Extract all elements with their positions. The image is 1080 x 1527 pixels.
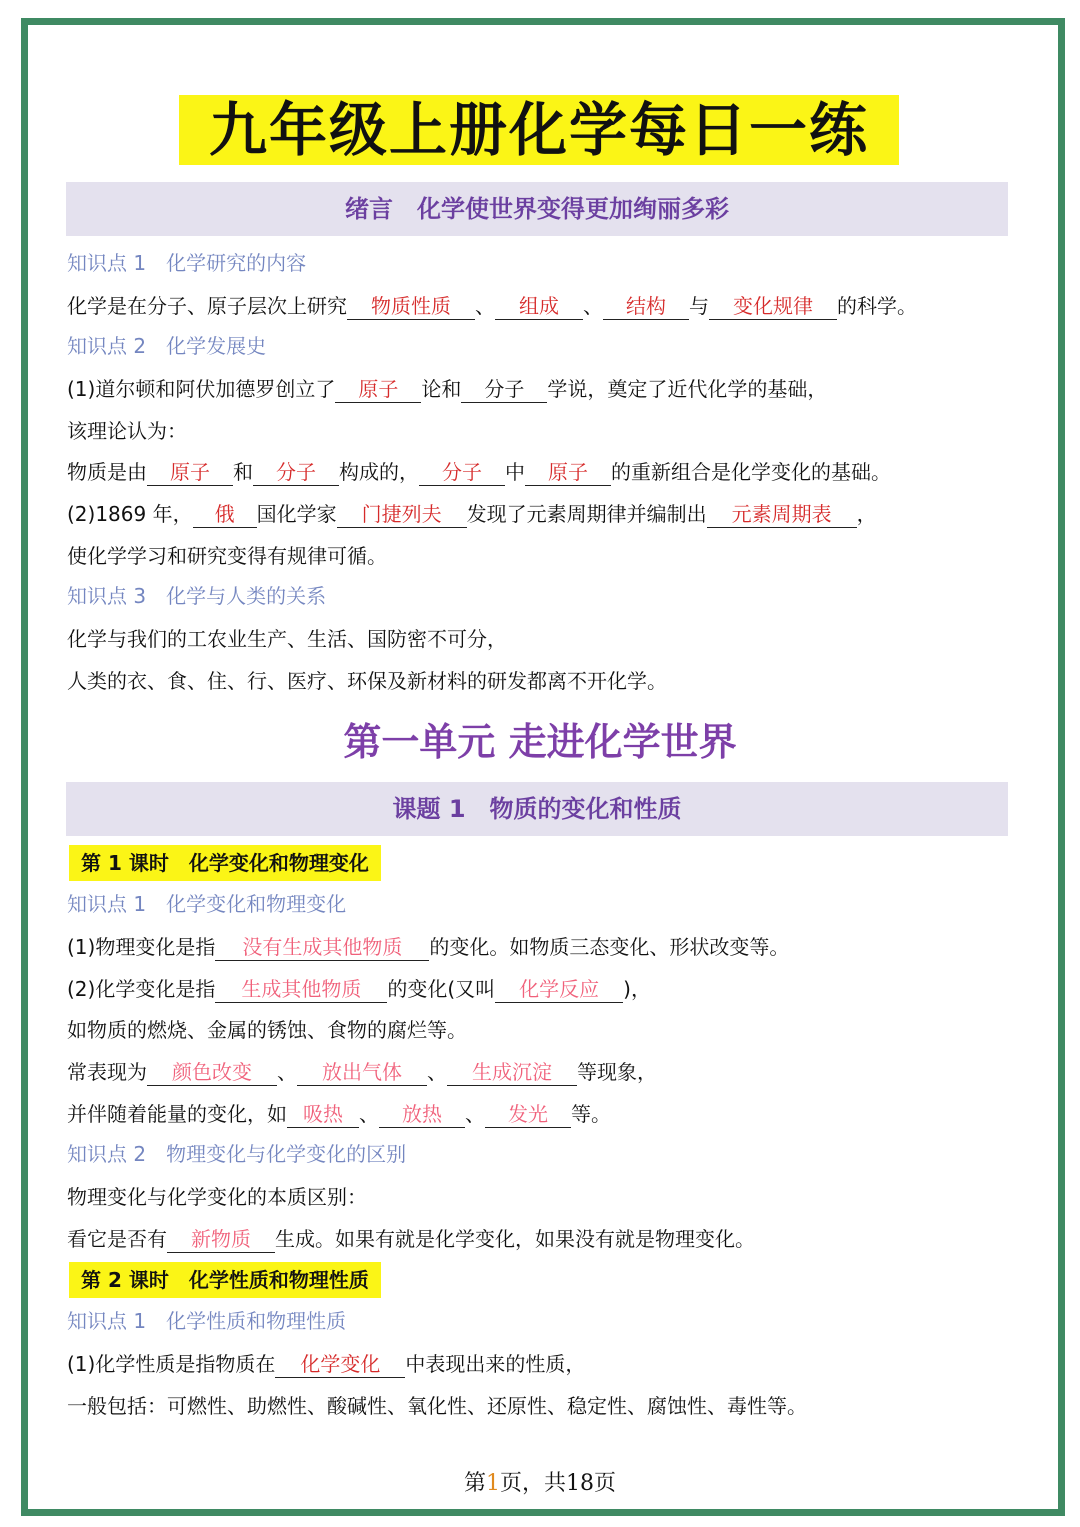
answer-blank: 分子 <box>253 459 339 486</box>
section-heading-intro: 绪言 化学使世界变得更加绚丽多彩 <box>66 182 1008 236</box>
text-line: 一般包括：可燃性、助燃性、酸碱性、氧化性、还原性、稳定性、腐蚀性、毒性等。 <box>67 1394 807 1418</box>
answer-blank: 吸热 <box>287 1101 359 1128</box>
knowledge-point-title: 知识点 1 化学性质和物理性质 <box>67 1309 347 1333</box>
answer-blank: 发光 <box>485 1101 571 1128</box>
text-line: 人类的衣、食、住、行、医疗、环保及新材料的研发都离不开化学。 <box>67 669 667 693</box>
answer-blank: 元素周期表 <box>707 501 857 528</box>
text-line: 化学是在分子、原子层次上研究 物质性质 、 组成 、 结构 与 变化规律 的科学。 <box>67 294 917 318</box>
text-line: 并伴随着能量的变化，如 吸热 、 放热 、 发光 等。 <box>67 1102 611 1126</box>
page-title: 九年级上册化学每日一练 <box>179 95 899 165</box>
answer-blank: 组成 <box>495 293 583 320</box>
text-line: 化学与我们的工农业生产、生活、国防密不可分， <box>67 627 507 651</box>
answer-blank: 放出气体 <box>297 1059 427 1086</box>
answer-blank: 分子 <box>419 459 505 486</box>
text-line: 该理论认为： <box>67 419 187 443</box>
answer-blank: 原子 <box>147 459 233 486</box>
text-line: (2)1869 年， 俄 国化学家 门捷列夫 发现了元素周期律并编制出 元素周期表 ， <box>67 502 877 526</box>
answer-blank: 放热 <box>379 1101 465 1128</box>
section-heading-topic1: 课题 1 物质的变化和性质 <box>66 782 1008 836</box>
answer-blank: 俄 <box>193 501 257 528</box>
knowledge-point-title: 知识点 1 化学研究的内容 <box>67 251 307 275</box>
text-line: 物理变化与化学变化的本质区别： <box>67 1185 367 1209</box>
answer-blank: 生成其他物质 <box>215 976 387 1003</box>
knowledge-point-title: 知识点 2 化学发展史 <box>67 334 267 358</box>
answer-blank: 结构 <box>603 293 689 320</box>
lesson-label: 第 2 课时 化学性质和物理性质 <box>69 1262 381 1298</box>
text-line: (1)道尔顿和阿伏加德罗创立了 原子 论和 分子 学说，奠定了近代化学的基础， <box>67 377 828 401</box>
answer-blank: 颜色改变 <box>147 1059 277 1086</box>
answer-blank: 化学变化 <box>275 1351 405 1378</box>
knowledge-point-title: 知识点 2 物理变化与化学变化的区别 <box>67 1142 407 1166</box>
answer-blank: 原子 <box>525 459 611 486</box>
text-line: 看它是否有 新物质 生成。如果有就是化学变化，如果没有就是物理变化。 <box>67 1227 755 1251</box>
answer-blank: 新物质 <box>167 1226 275 1253</box>
answer-blank: 化学反应 <box>495 976 623 1003</box>
lesson-label: 第 1 课时 化学变化和物理变化 <box>69 845 381 881</box>
knowledge-point-title: 知识点 1 化学变化和物理变化 <box>67 892 347 916</box>
answer-blank: 变化规律 <box>709 293 837 320</box>
answer-blank: 物质性质 <box>347 293 475 320</box>
knowledge-point-title: 知识点 3 化学与人类的关系 <box>67 584 327 608</box>
answer-blank: 生成沉淀 <box>447 1059 577 1086</box>
text-line: 常表现为 颜色改变 、 放出气体 、 生成沉淀 等现象， <box>67 1060 657 1084</box>
unit-title: 第一单元 走进化学世界 <box>343 720 737 764</box>
text-line: 如物质的燃烧、金属的锈蚀、食物的腐烂等。 <box>67 1018 467 1042</box>
answer-blank: 分子 <box>461 376 547 403</box>
text-line: (1)物理变化是指 没有生成其他物质 的变化。如物质三态变化、形状改变等。 <box>67 935 790 959</box>
page-footer: 第1页，共18页 <box>463 1471 617 1496</box>
text-line: 物质是由 原子 和 分子 构成的， 分子 中 原子 的重新组合是化学变化的基础。 <box>67 460 891 484</box>
total-pages: 18 <box>566 1471 594 1496</box>
text-line: 使化学学习和研究变得有规律可循。 <box>67 544 387 568</box>
text-line: (1)化学性质是指物质在 化学变化 中表现出来的性质， <box>67 1352 586 1376</box>
text-line: (2)化学变化是指 生成其他物质 的变化(又叫 化学反应 )， <box>67 977 651 1001</box>
page-number: 1 <box>485 1471 500 1496</box>
answer-blank: 原子 <box>335 376 421 403</box>
answer-blank: 门捷列夫 <box>337 501 467 528</box>
answer-blank: 没有生成其他物质 <box>215 934 429 961</box>
